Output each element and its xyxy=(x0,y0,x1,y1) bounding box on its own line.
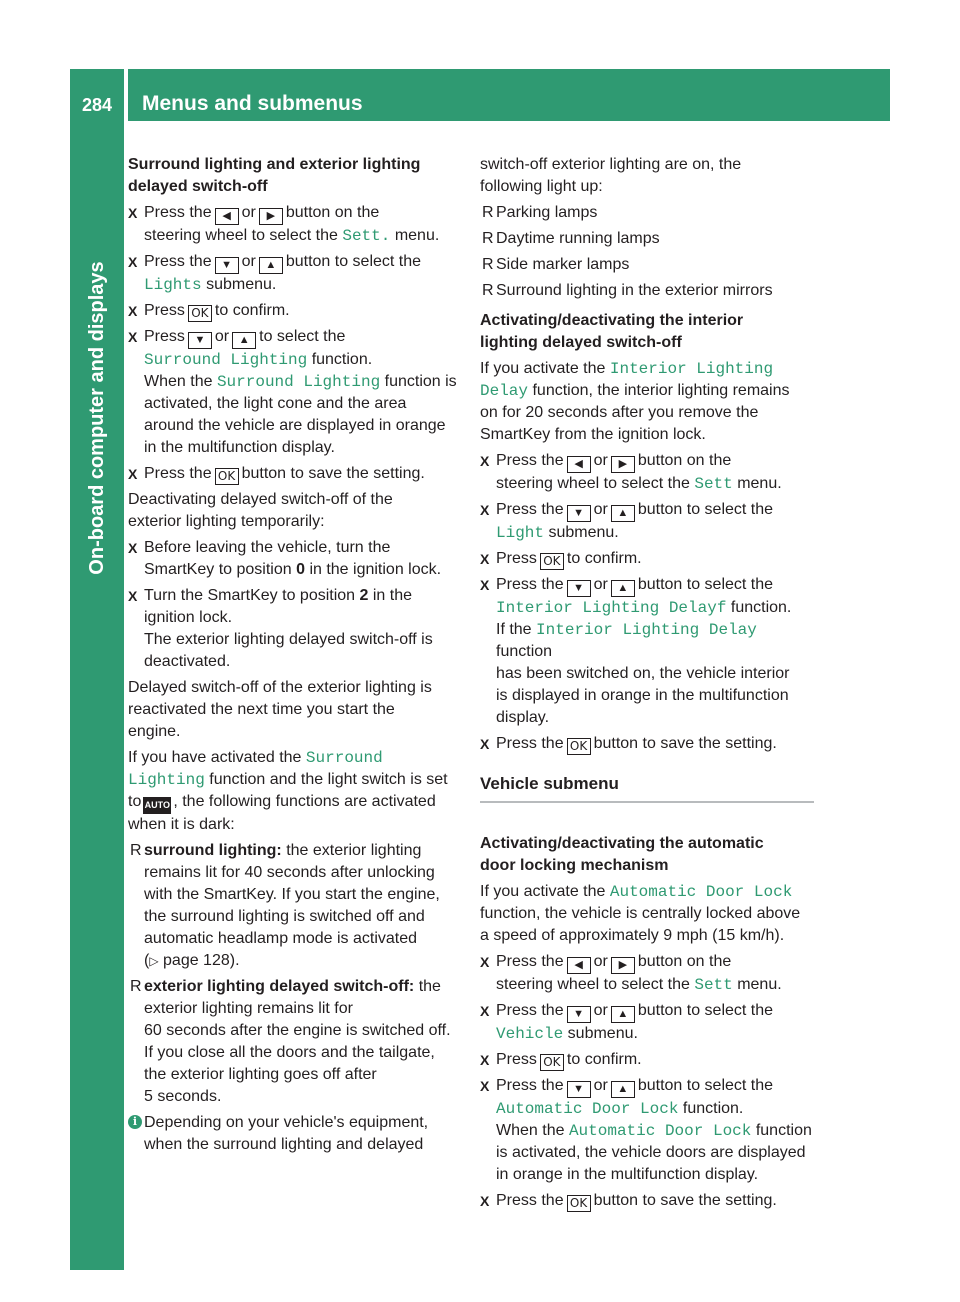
display-text: Automatic Door Lock xyxy=(609,883,793,901)
paragraph xyxy=(128,747,463,836)
text-run: or xyxy=(593,452,608,469)
text-run: button on the xyxy=(637,953,732,970)
display-text: Surround xyxy=(305,749,383,767)
text-run: 60 seconds after the engine is switched off. xyxy=(144,1022,451,1039)
display-text: Sett. xyxy=(342,227,391,245)
display-text: Automatic Door Lock xyxy=(496,1100,679,1118)
text-run: When the xyxy=(144,373,213,390)
text-run: Press the xyxy=(496,501,564,518)
down-key-icon: ▼ xyxy=(567,505,591,522)
text-run: button to save the setting. xyxy=(241,465,425,482)
section-heading xyxy=(480,310,814,354)
text-run: Press the xyxy=(496,1002,564,1019)
display-text: Lights xyxy=(144,276,202,294)
ok-key-icon: OK xyxy=(188,305,212,322)
text-run: display. xyxy=(496,709,550,726)
text-run: Press the xyxy=(496,953,564,970)
text-run: Parking lamps xyxy=(496,204,598,221)
header-divider xyxy=(124,69,128,121)
display-text: Light xyxy=(496,524,545,542)
text-run: to xyxy=(128,793,142,810)
left-key-icon: ◀ xyxy=(567,456,591,473)
text-run: ( xyxy=(144,952,150,969)
text-run: 5 seconds. xyxy=(144,1088,222,1105)
text-run: Press xyxy=(144,328,185,345)
text-run: When the xyxy=(496,1122,565,1139)
text-run: steering wheel to select the xyxy=(496,475,690,492)
right-key-icon: ▶ xyxy=(611,957,635,974)
text-run: Turn the SmartKey to position xyxy=(144,587,356,604)
auto-key-icon: AUTO xyxy=(143,797,171,814)
text-run: menu. xyxy=(394,227,440,244)
step-marker-icon: X xyxy=(480,502,490,518)
text-run: is activated, the vehicle doors are displayed xyxy=(496,1144,806,1161)
bullet-icon: R xyxy=(130,842,142,859)
text-run: exterior lighting remains lit for xyxy=(144,1000,353,1017)
text-run: Delayed switch-off of the exterior lighting is xyxy=(128,679,432,696)
right-key-icon: ▶ xyxy=(611,456,635,473)
text-run: following light up: xyxy=(480,178,603,195)
text-run: the surround lighting is switched off and xyxy=(144,908,425,925)
up-key-icon: ▲ xyxy=(611,505,635,522)
display-text: Interior Lighting Delay xyxy=(536,621,757,639)
ok-key-icon: OK xyxy=(567,1195,591,1212)
paragraph xyxy=(480,154,814,198)
text-run: is displayed in orange in the multifunction xyxy=(496,687,789,704)
text-run: ignition lock. xyxy=(144,609,233,626)
paragraph xyxy=(128,677,463,743)
step-item xyxy=(480,450,814,495)
text-run: Depending on your vehicle's equipment, xyxy=(144,1114,429,1131)
step-item xyxy=(128,251,463,296)
ok-key-icon: OK xyxy=(540,1054,564,1071)
text-run: menu. xyxy=(737,475,782,492)
section-heading xyxy=(480,833,814,877)
text-run: Side marker lamps xyxy=(496,256,630,273)
bullet-item xyxy=(480,280,814,302)
text-run: button on the xyxy=(285,204,380,221)
text-run: the exterior lighting goes off after xyxy=(144,1066,377,1083)
text-run: Press the xyxy=(144,465,212,482)
text-run: button to select the xyxy=(285,253,422,270)
up-key-icon: ▲ xyxy=(611,1081,635,1098)
text-run: in orange in the multifunction display. xyxy=(496,1166,759,1183)
text-run: remains lit for 40 seconds after unlocking xyxy=(144,864,435,881)
text-run: submenu. xyxy=(567,1025,638,1042)
text-run: page 128). xyxy=(163,952,240,969)
text-run: lighting delayed switch-off xyxy=(480,334,682,351)
text-run: function, the vehicle is centrally locked above xyxy=(480,905,801,922)
text-run: on for 20 seconds after you remove the xyxy=(480,404,759,421)
bullet-item xyxy=(480,202,814,224)
text-run: button to save the setting. xyxy=(593,735,777,752)
step-marker-icon: X xyxy=(480,736,490,752)
text-run: Press the xyxy=(144,253,212,270)
down-key-icon: ▼ xyxy=(567,1081,591,1098)
text-run: Press xyxy=(144,302,185,319)
text-run: Press the xyxy=(496,1192,564,1209)
text-run: Press the xyxy=(496,576,564,593)
text-run: function xyxy=(755,1122,812,1139)
text-run: If you activate the xyxy=(480,883,606,900)
bullet-item xyxy=(480,228,814,250)
display-text: Vehicle xyxy=(496,1025,564,1043)
left-column xyxy=(128,154,463,1160)
text-run: to select the xyxy=(259,328,346,345)
text-run: function. xyxy=(682,1100,744,1117)
text-run: or xyxy=(593,501,608,518)
text-run: button to select the xyxy=(637,501,774,518)
text-run: in the ignition lock. xyxy=(309,561,442,578)
text-run: with the SmartKey. If you start the engine, xyxy=(144,886,440,903)
text-run: function, the interior lighting remains xyxy=(532,382,790,399)
text-run: Activating/deactivating the automatic xyxy=(480,835,764,852)
left-key-icon: ◀ xyxy=(567,957,591,974)
text-run: has been switched on, the vehicle interior xyxy=(496,665,790,682)
step-marker-icon: X xyxy=(480,1003,490,1019)
text-run: button to save the setting. xyxy=(593,1192,777,1209)
step-item xyxy=(128,326,463,459)
page-ref-icon: ▷ xyxy=(149,954,159,968)
display-text: Sett xyxy=(694,475,733,493)
text-run: Press xyxy=(496,550,537,567)
display-text: Surround Lighting xyxy=(216,373,381,391)
text-run: Before leaving the vehicle, turn the xyxy=(144,539,391,556)
text-run: , the following functions are activated xyxy=(173,793,436,810)
bullet-icon: R xyxy=(482,230,494,247)
text-run: Surround lighting and exterior lighting xyxy=(128,156,421,173)
text-run: function is xyxy=(384,373,457,390)
text-run: the exterior lighting xyxy=(286,842,422,859)
down-key-icon: ▼ xyxy=(567,580,591,597)
text-run: The exterior lighting delayed switch-off is xyxy=(144,631,433,648)
bullet-item xyxy=(128,840,463,972)
text-run: submenu. xyxy=(206,276,277,293)
text-run: door locking mechanism xyxy=(480,857,669,874)
text-run: switch-off exterior lighting are on, the xyxy=(480,156,742,173)
step-marker-icon: X xyxy=(128,303,138,319)
text-run: a speed of approximately 9 mph (15 km/h). xyxy=(480,927,785,944)
info-note xyxy=(128,1112,463,1156)
right-column xyxy=(480,154,814,1216)
bullet-icon: R xyxy=(482,204,494,221)
text-run: Activating/deactivating the interior xyxy=(480,312,744,329)
text-run: steering wheel to select the xyxy=(496,976,690,993)
side-tab-title: On-board computer and displays xyxy=(86,261,108,575)
ok-key-icon: OK xyxy=(567,738,591,755)
text-run: steering wheel to select the xyxy=(144,227,338,244)
step-marker-icon: X xyxy=(480,577,490,593)
down-key-icon: ▼ xyxy=(567,1006,591,1023)
text-run: when the surround lighting and delayed xyxy=(144,1136,424,1153)
text-run: If the xyxy=(496,621,532,638)
text-run: button on the xyxy=(637,452,732,469)
bold-text: 0 xyxy=(296,561,305,578)
text-run: reactivated the next time you start the xyxy=(128,701,395,718)
text-run: function and the light switch is set xyxy=(209,771,448,788)
text-run: Deactivating delayed switch-off of the xyxy=(128,491,393,508)
text-run: deactivated. xyxy=(144,653,231,670)
display-text: Lighting xyxy=(128,771,205,789)
text-run: to confirm. xyxy=(214,302,290,319)
left-key-icon: ◀ xyxy=(215,208,239,225)
up-key-icon: ▲ xyxy=(611,580,635,597)
bold-text: 2 xyxy=(359,587,369,604)
step-item xyxy=(128,202,463,247)
text-run: button to select the xyxy=(637,1077,774,1094)
up-key-icon: ▲ xyxy=(259,257,283,274)
step-item xyxy=(128,585,463,673)
text-run: or xyxy=(241,204,256,221)
text-run: the xyxy=(418,978,441,995)
section-heading xyxy=(128,154,463,198)
text-run: function xyxy=(496,643,553,660)
text-run: SmartKey from the ignition lock. xyxy=(480,426,706,443)
step-marker-icon: X xyxy=(480,1052,490,1068)
step-item xyxy=(480,574,814,729)
text-run: activated, the light cone and the area xyxy=(144,395,407,412)
bold-text: surround lighting: xyxy=(144,842,282,859)
text-run: or xyxy=(214,328,230,345)
text-run: function. xyxy=(730,599,792,616)
section-title: Menus and submenus xyxy=(142,92,363,115)
text-run: around the vehicle are displayed in orange xyxy=(144,417,446,434)
step-marker-icon: X xyxy=(480,954,490,970)
display-text: Surround Lighting xyxy=(144,351,308,369)
bullet-item xyxy=(480,254,814,276)
step-item xyxy=(480,733,814,755)
text-run: to confirm. xyxy=(566,550,642,567)
text-run: submenu. xyxy=(548,524,619,541)
paragraph xyxy=(480,358,814,446)
step-item xyxy=(480,1000,814,1045)
step-item xyxy=(480,1075,814,1186)
text-run: or xyxy=(593,576,608,593)
text-run: menu. xyxy=(737,976,782,993)
text-run: in the multifunction display. xyxy=(144,439,335,456)
step-item xyxy=(480,1190,814,1212)
step-marker-icon: X xyxy=(128,254,138,270)
step-item xyxy=(128,537,463,581)
paragraph xyxy=(128,489,463,533)
text-run: or xyxy=(593,1077,608,1094)
text-run: or xyxy=(593,1002,608,1019)
up-key-icon: ▲ xyxy=(232,332,256,349)
text-run: Press the xyxy=(496,735,564,752)
step-marker-icon: X xyxy=(128,205,138,221)
step-marker-icon: X xyxy=(128,588,138,604)
text-run: delayed switch-off xyxy=(128,178,268,195)
info-icon: i xyxy=(128,1115,142,1129)
text-run: Press the xyxy=(144,204,212,221)
step-item xyxy=(480,499,814,544)
step-item xyxy=(480,951,814,996)
paragraph xyxy=(480,881,814,947)
text-run: SmartKey to position xyxy=(144,561,292,578)
text-run: automatic headlamp mode is activated xyxy=(144,930,418,947)
text-run: in the xyxy=(372,587,413,604)
display-text: Interior Lighting xyxy=(609,360,774,378)
text-run: exterior lighting temporarily: xyxy=(128,513,325,530)
text-run: function. xyxy=(311,351,373,368)
display-text: Interior Lighting Delayf xyxy=(496,599,727,617)
bold-text: exterior lighting delayed switch-off: xyxy=(144,978,415,995)
step-item xyxy=(480,1049,814,1071)
bullet-icon: R xyxy=(130,978,142,995)
step-marker-icon: X xyxy=(480,453,490,469)
down-key-icon: ▼ xyxy=(188,332,212,349)
text-run: If you close all the doors and the tailgate, xyxy=(144,1044,435,1061)
down-key-icon: ▼ xyxy=(215,257,239,274)
step-marker-icon: X xyxy=(480,1193,490,1209)
bullet-icon: R xyxy=(482,282,494,299)
bullet-icon: R xyxy=(482,256,494,273)
step-item xyxy=(480,548,814,570)
text-run: button to select the xyxy=(637,1002,774,1019)
text-run: Press the xyxy=(496,1077,564,1094)
display-text: Automatic Door Lock xyxy=(568,1122,752,1140)
text-run: If you have activated the xyxy=(128,749,302,766)
text-run: or xyxy=(593,953,608,970)
step-marker-icon: X xyxy=(128,329,138,345)
text-run: Surround lighting in the exterior mirrors xyxy=(496,282,773,299)
text-run: Daytime running lamps xyxy=(496,230,660,247)
subsection-heading: Vehicle submenu xyxy=(480,773,814,803)
display-text: Sett xyxy=(694,976,733,994)
text-run: If you activate the xyxy=(480,360,606,377)
step-marker-icon: X xyxy=(128,540,138,556)
step-item xyxy=(128,463,463,485)
step-item xyxy=(128,300,463,322)
text-run: when it is dark: xyxy=(128,816,235,833)
ok-key-icon: OK xyxy=(215,468,239,485)
step-marker-icon: X xyxy=(480,1078,490,1094)
step-marker-icon: X xyxy=(128,466,138,482)
right-key-icon: ▶ xyxy=(259,208,283,225)
ok-key-icon: OK xyxy=(540,553,564,570)
page-number: 284 xyxy=(81,95,113,115)
text-run: or xyxy=(241,253,256,270)
text-run: to confirm. xyxy=(566,1051,642,1068)
up-key-icon: ▲ xyxy=(611,1006,635,1023)
bullet-item xyxy=(128,976,463,1108)
text-run: Press xyxy=(496,1051,537,1068)
step-marker-icon: X xyxy=(480,551,490,567)
text-run: engine. xyxy=(128,723,181,740)
text-run: Press the xyxy=(496,452,564,469)
display-text: Delay xyxy=(480,382,529,400)
text-run: button to select the xyxy=(637,576,774,593)
